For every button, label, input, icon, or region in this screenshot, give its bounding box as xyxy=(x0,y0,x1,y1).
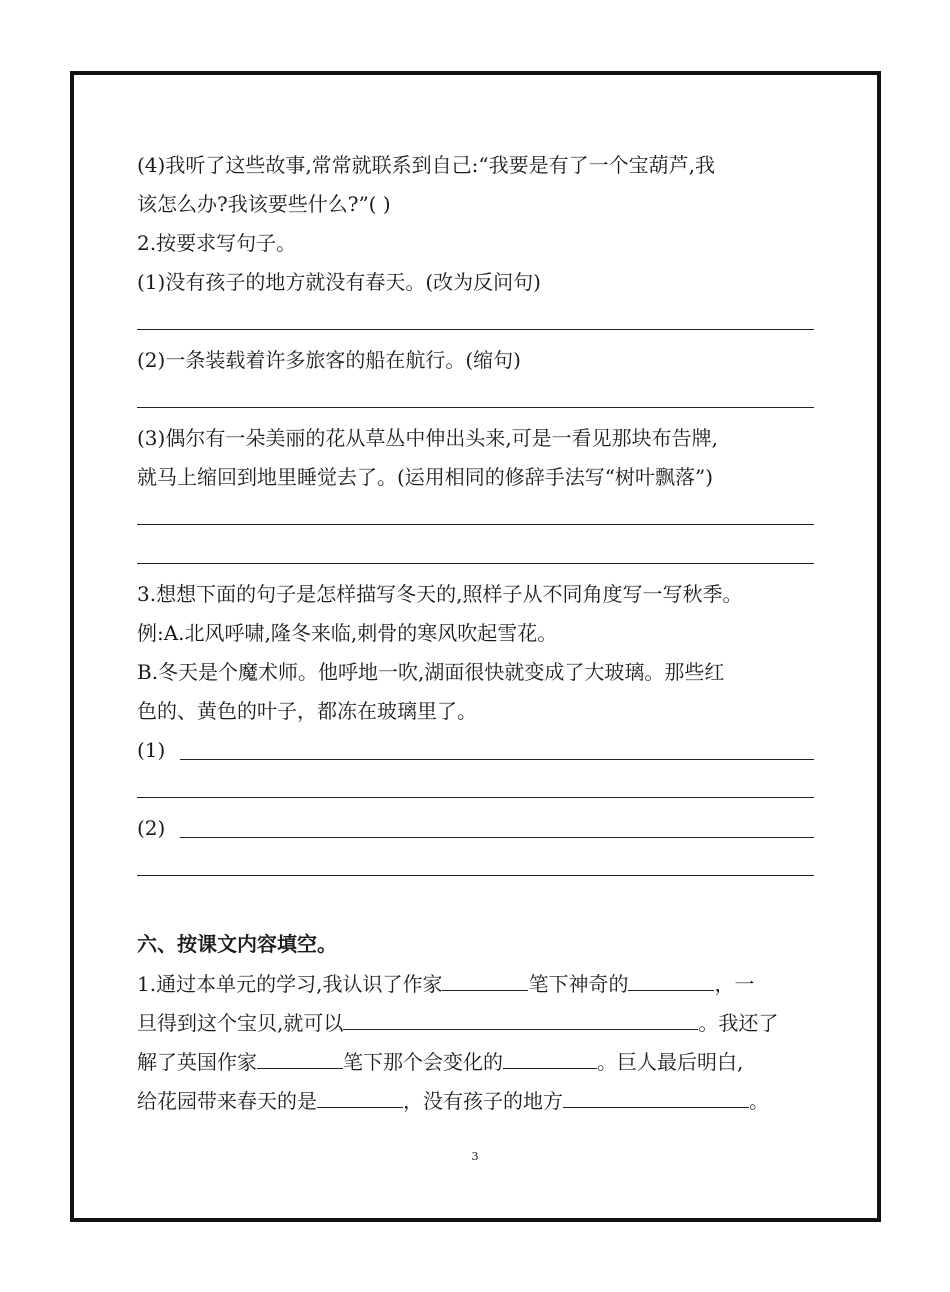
q2-item3-line1: (3)偶尔有一朵美丽的花从草丛中伸出头来,可是一看见那块布告牌, xyxy=(137,426,719,450)
blank-changing-thing[interactable] xyxy=(503,1048,597,1069)
q2-title: 2.按要求写句子。 xyxy=(137,231,297,255)
section6-line2 xyxy=(137,1009,778,1036)
section6-line4 xyxy=(137,1087,769,1114)
fill-text: 给花园带来春天的是 xyxy=(137,1089,317,1113)
fill-text: 笔下那个会变化的 xyxy=(343,1050,503,1074)
blank-brings-spring[interactable] xyxy=(317,1087,403,1108)
section6-line1 xyxy=(137,970,754,997)
section6-heading: 六、按课文内容填空。 xyxy=(137,932,337,956)
section6-line3 xyxy=(137,1048,743,1075)
blank-author[interactable] xyxy=(442,970,528,991)
fill-text: 。 xyxy=(749,1089,769,1113)
blank-no-children[interactable] xyxy=(563,1087,749,1108)
q2-item3-answer-line-2[interactable] xyxy=(137,563,814,564)
fill-text: 1.通过本单元的学习,我认识了作家 xyxy=(137,972,443,996)
q1-item4-line2: 该怎么办?我该要些什么?”( ) xyxy=(137,192,391,216)
q3-answer-2-line-2[interactable] xyxy=(137,875,814,876)
q2-item2-answer-line[interactable] xyxy=(137,407,814,408)
fill-text: ，一 xyxy=(714,972,755,996)
fill-text: 。巨人最后明白, xyxy=(597,1050,744,1074)
q2-item1: (1)没有孩子的地方就没有春天。(改为反问句) xyxy=(137,270,541,294)
fill-text: 笔下神奇的 xyxy=(528,972,629,996)
q3-label-1: (1) xyxy=(137,738,166,762)
q3-example-a: 例:A.北风呼啸,隆冬来临,刺骨的寒风吹起雪花。 xyxy=(137,621,558,645)
q1-item4-line1: (4)我听了这些故事,常常就联系到自己:“我要是有了一个宝葫芦,我 xyxy=(137,153,716,177)
fill-text: 解了英国作家 xyxy=(137,1050,257,1074)
q3-answer-1-line-2[interactable] xyxy=(137,797,814,798)
blank-english-author[interactable] xyxy=(257,1048,343,1069)
fill-text: 旦得到这个宝贝,就可以 xyxy=(137,1011,344,1035)
q3-title: 3.想想下面的句子是怎样描写冬天的,照样子从不同角度写一写秋季。 xyxy=(137,582,743,606)
q2-item3-answer-line-1[interactable] xyxy=(137,524,814,525)
fill-text: ，没有孩子的地方 xyxy=(403,1089,563,1113)
page-number: 3 xyxy=(471,1150,479,1163)
q3-answer-1-line-1[interactable] xyxy=(180,759,814,760)
q3-answer-2-line-1[interactable] xyxy=(180,837,814,838)
blank-can-do[interactable] xyxy=(343,1009,698,1030)
q3-example-b-line1: B.冬天是个魔术师。他呼地一吹,湖面很快就变成了大玻璃。那些红 xyxy=(137,660,725,684)
q2-item2: (2)一条装载着许多旅客的船在航行。(缩句) xyxy=(137,348,521,372)
q2-item3-line2: 就马上缩回到地里睡觉去了。(运用相同的修辞手法写“树叶飘落”) xyxy=(137,465,714,489)
q3-example-b-line2: 色的、黄色的叶子，都冻在玻璃里了。 xyxy=(137,699,477,723)
fill-text: 。我还了 xyxy=(698,1011,779,1035)
q2-item1-answer-line[interactable] xyxy=(137,329,814,330)
q3-label-2: (2) xyxy=(137,816,166,840)
blank-magic-item[interactable] xyxy=(628,970,714,991)
